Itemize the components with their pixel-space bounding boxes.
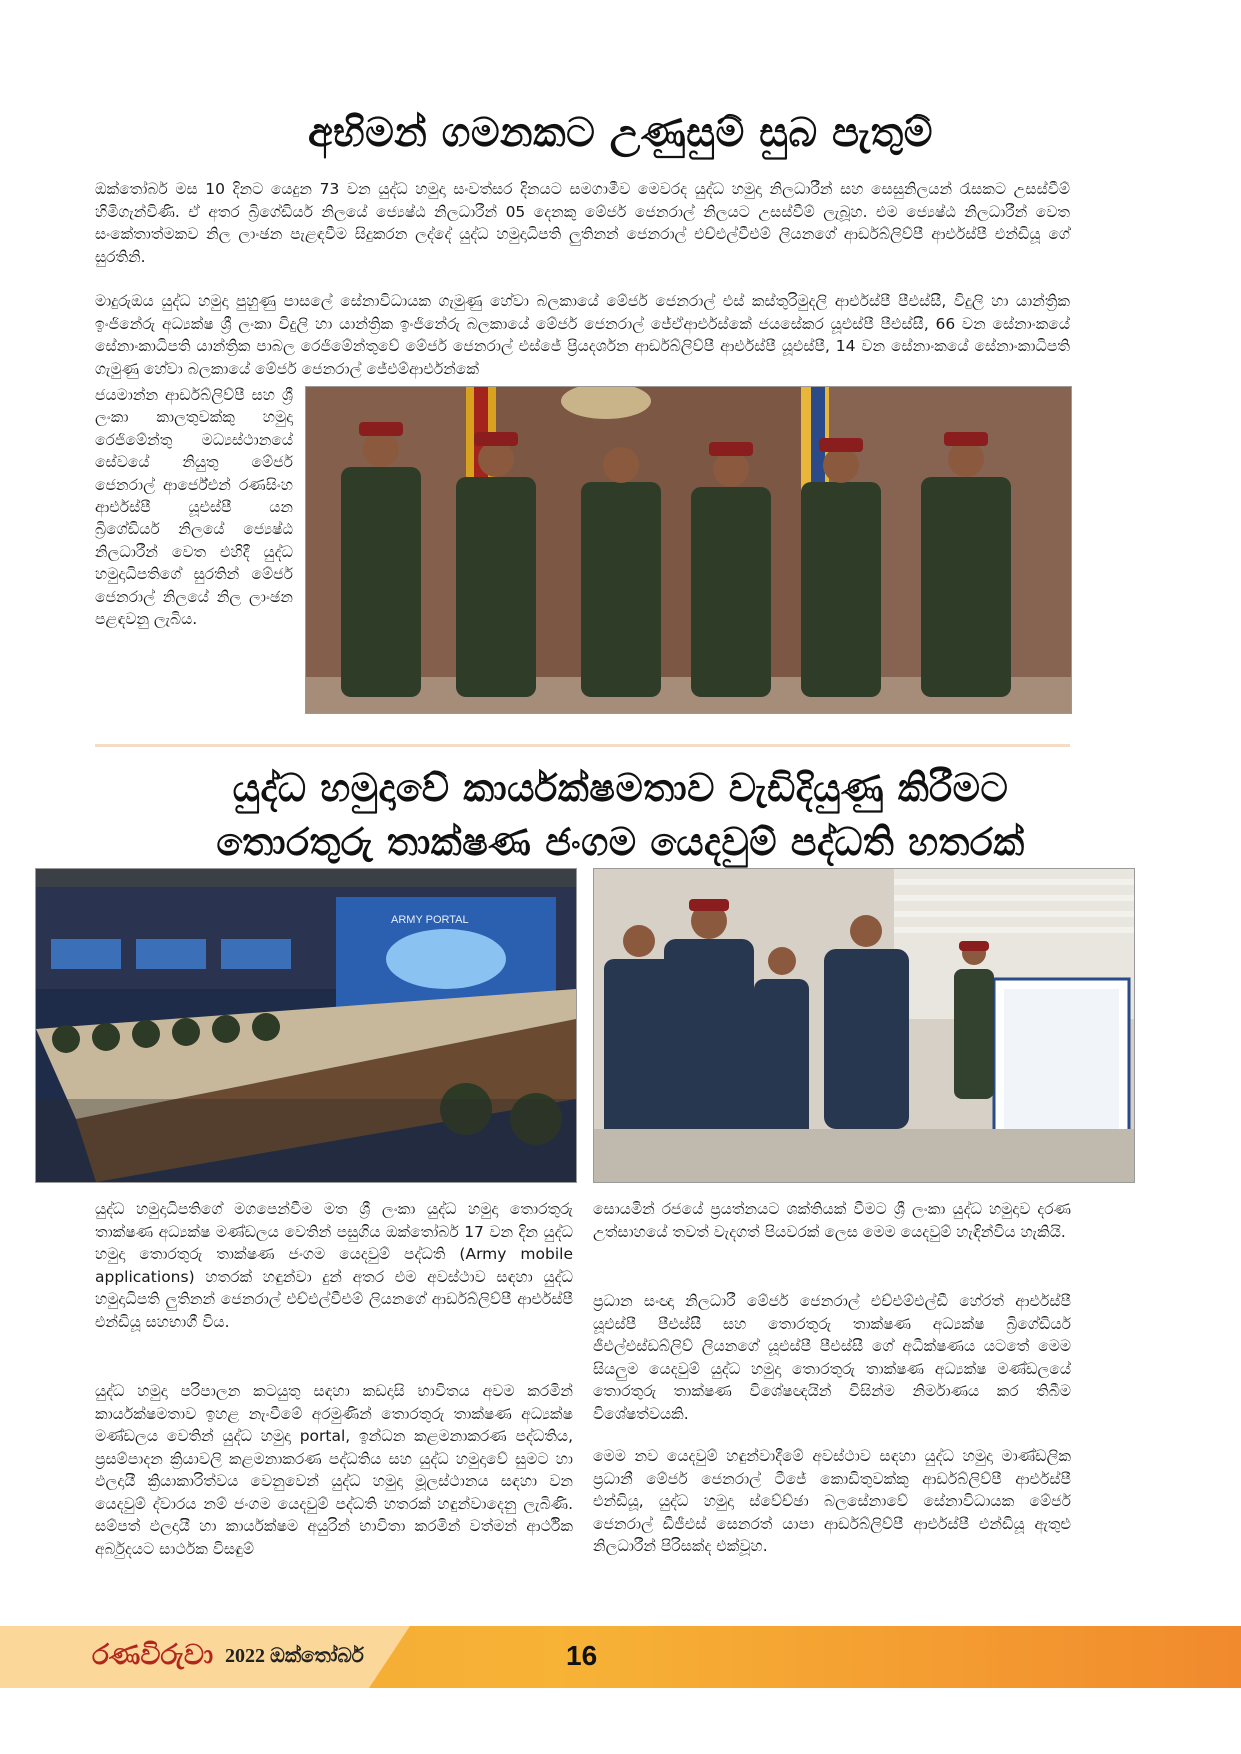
section-divider	[95, 744, 1070, 747]
technology-demo-illustration	[594, 869, 1134, 1182]
officers-group-illustration	[306, 387, 1071, 713]
conference-room-photo	[35, 868, 577, 1183]
technology-demo-photo	[593, 868, 1135, 1183]
article-1-paragraph-1: ඔක්තෝබර් මස 10 දිනට යෙදුන 73 වන යුද්ධ හමුදා සංවත්සර දිනයට සමගාමීව මෙවරද යුද්ධ හමුදා නිලධාරීන් සහ සෙසුනිලයන් රැසකට උසස්වීම් හිමිගැන්විණි. ඒ අතර බ්‍රිගේඩියර් නිලයේ ජ්‍යෙෂ්ඨ නිලධාරීන් 05 දෙනකු මේජර් ජෙනරාල් නිලයට උසස්වීම් ලැබූහ. එම ජ්‍යෙෂ්ඨ නිලධාරීන් වෙත සංකේතාත්මකව නිල ලාංඡන පැළඳවීම සිදුකරන ලද්දේ යුද්ධ හමුදාධිපති ලුතිනන් ජෙනරාල් එච්එල්වීඑම් ලියනගේ ආර්ඩබ්ලිව්පී ආර්එස්පී එන්ඩියූ ගේ සුරතිනි.	[95, 180, 1070, 266]
officers-group-photo	[305, 386, 1072, 714]
bottom-margin	[0, 1688, 1241, 1754]
article-2-col-2-paragraph-1: සොයමින් රජයේ ප්‍රයත්නයට ශක්තියක් වීමට ශ්‍රී ලංකා යුද්ධ හමුදාව දරණ උත්සාහයේ තවත් වැදගත් පියවරක් ලෙස මෙම යෙදවුම් හැඳින්විය හැකියි.	[593, 1200, 1071, 1241]
article-2-col-1-paragraph-2: යුද්ධ හමුදා පරිපාලන කටයුතු සඳහා කඩදාසි භාවිතය අවම කරමින් කාර්යක්ෂමතාව ඉහළ නැංවීමේ අරමුණින් තොරතුරු තාක්ෂණ අධ්‍යක්ෂ මණ්ඩලය වෙතින් යුද්ධ හමුදා portal, ඉන්ධන කළමනාකරණ පද්ධතිය, ප්‍රසම්පාදන ක්‍රියාවලි කළමනාකරණ පද්ධතිය සහ යුද්ධ හමුදාවේ සුමට හා ඵලදායී ක්‍රියාකාරිත්වය වෙනුවෙන් යුද්ධ හමුදා මූලස්ථානය සඳහා වන යෙදවුම් ද්වාරය නම් ජංගම යෙදවුම් පද්ධති හතරක් හඳුන්වාදෙනු ලැබිණි. සම්පත් ඵලදායී හා කාර්යක්ෂම අයුරින් භාවිතා කරමින් වත්මන් ආර්ථික අර්බුදයට සාර්ථක විසඳුම්	[95, 1382, 573, 1558]
conference-room-illustration	[36, 869, 576, 1182]
article-1-paragraph-2: මාදුරුඔය යුද්ධ හමුදා පුහුණු පාසලේ සේනාවිධායක ගැමුණු හේවා බලකායේ මේජර් ජෙනරාල් එස් කස්තුරිමුදලි ආර්එස්පී පීඑස්සී, විදුලි හා යාන්ත්‍රික ඉංජිනේරු අධ්‍යක්ෂ ශ්‍රී ලංකා විදුලි හා යාන්ත්‍රික ඉංජිනේරු බලකායේ මේජර් ජෙනරාල් ජේඒආර්එස්කේ ජයසේකර යූඑස්පී පීඑස්සී, 66 වන සේනාංකයේ සේනාංකාධිපති යාන්ත්‍රික පාබල රෙජිමේන්තුවේ මේජර් ජෙනරාල් එස්ජේ ප්‍රියදර්ශන ආර්ඩබ්ලිව්පී ආර්එස්පී යූඑස්පී, 14 වන සේනාංකයේ සේනාංකාධිපති ගැමුණු හේවා බලකායේ මේජර් ජෙනරාල් ජේඑම්ආර්එන්කේ	[95, 292, 1070, 378]
issue-date: 2022 ඔක්තෝබර්	[225, 1645, 364, 1667]
article-2-col-1-paragraph-1: යුද්ධ හමුදාධිපතිගේ මගපෙන්වීම මත ශ්‍රී ලංකා යුද්ධ හමුදා තොරතුරු තාක්ෂණ අධ්‍යක්ෂ මණ්ඩලය වෙතින් පසුගිය ඔක්තෝබර් 17 වන දින යුද්ධ හමුදා තොරතුරු තාක්ෂණ ජංගම යෙදවුම් පද්ධති (Army mobile applications) හතරක් හඳුන්වා දුන් අතර එම අවස්ථාව සඳහා යුද්ධ හමුදාධිපති ලුතිනන් ජෙනරාල් එච්එල්වීඑම් ලියනගේ ආර්ඩබ්ලිව්පී ආර්එස්පී එන්ඩියූ සහභාගී විය.	[95, 1200, 573, 1331]
article-2-col-2-paragraph-2: ප්‍රධාන සංඥා නිලධාරී මේජර් ජෙනරාල් එච්එම්එල්ඩී හේරත් ආර්එස්පී යූඑස්පී පීඑස්සී සහ තොරතුරු තාක්ෂණ අධ්‍යක්ෂ බ්‍රිගේඩියර් ජීඑල්එස්ඩබ්ලිව් ලියනගේ යූඑස්පී පීඑස්සී ගේ අධීක්ෂණය යටතේ මෙම සියලුම යෙදවුම් යුද්ධ හමුදා තොරතුරු තාක්ෂණ අධ්‍යක්ෂ මණ්ඩලයේ තොරතුරු තාක්ෂණ විශේෂඥයින් විසින්ම නිර්මාණය කර තිබීම විශේෂත්වයකි.	[593, 1292, 1071, 1423]
article-2-col-2-paragraph-3: මෙම නව යෙදවුම් හඳුන්වාදීමේ අවස්ථාව සඳහා යුද්ධ හමුදා මාණ්ඩලික ප්‍රධානී මේජර් ජෙනරාල් ටීජේ කොඩිතුවක්කු ආර්ඩබ්ලිව්පී ආර්එස්පී එන්ඩියූ, යුද්ධ හමුදා ස්වේච්ඡා බලසේනාවේ සේනාවිධායක මේජර් ජෙනරාල් ඩීජීඑස් සෙනරත් යාපා ආර්ඩබ්ලිව්පී ආර්එස්පී එන්ඩියූ ඇතුළු නිලධාරීන් පිරිසක්ද එක්වූහ.	[593, 1447, 1071, 1555]
article-2-title-line-1: යුද්ධ හමුදාවේ කාර්යක්ෂමතාව වැඩිදියුණු කිරීමට	[232, 766, 1009, 810]
page-number: 16	[566, 1640, 598, 1671]
article-1-paragraph-3: ජයමාන්න ආර්ඩබ්ලිව්පී සහ ශ්‍රී ලංකා කාලතුවක්කු හමුදා රෙජිමේන්තු මධ්‍යස්ථානයේ සේවයේ නියුතු මේජර් ජෙනරාල් ආර්ජේඑන් රණසිංහ ආර්එස්පී යූඑස්පී යන බ්‍රිගේඩියර් නිලයේ ජ්‍යෙෂ්ඨ නිලධාරීන් වෙත එහිදී යුද්ධ හමුදාධිපතිගේ සුරතින් මේජර් ජෙනරාල් නිලයේ නිල ලාංඡන පළඳවනු ලැබිය.	[95, 386, 293, 629]
page-footer	[0, 1626, 1241, 1688]
article-2-title-line-2: තොරතුරු තාක්ෂණ ජංගම යෙදවුම් පද්ධති හතරක්	[216, 820, 1025, 864]
article-1-title: අභිමන් ගමනකට උණුසුම් සුබ පැතුම්	[308, 110, 933, 156]
magazine-logo: රණවිරුවා	[92, 1638, 214, 1671]
screen-label: ARMY PORTAL	[391, 914, 469, 926]
